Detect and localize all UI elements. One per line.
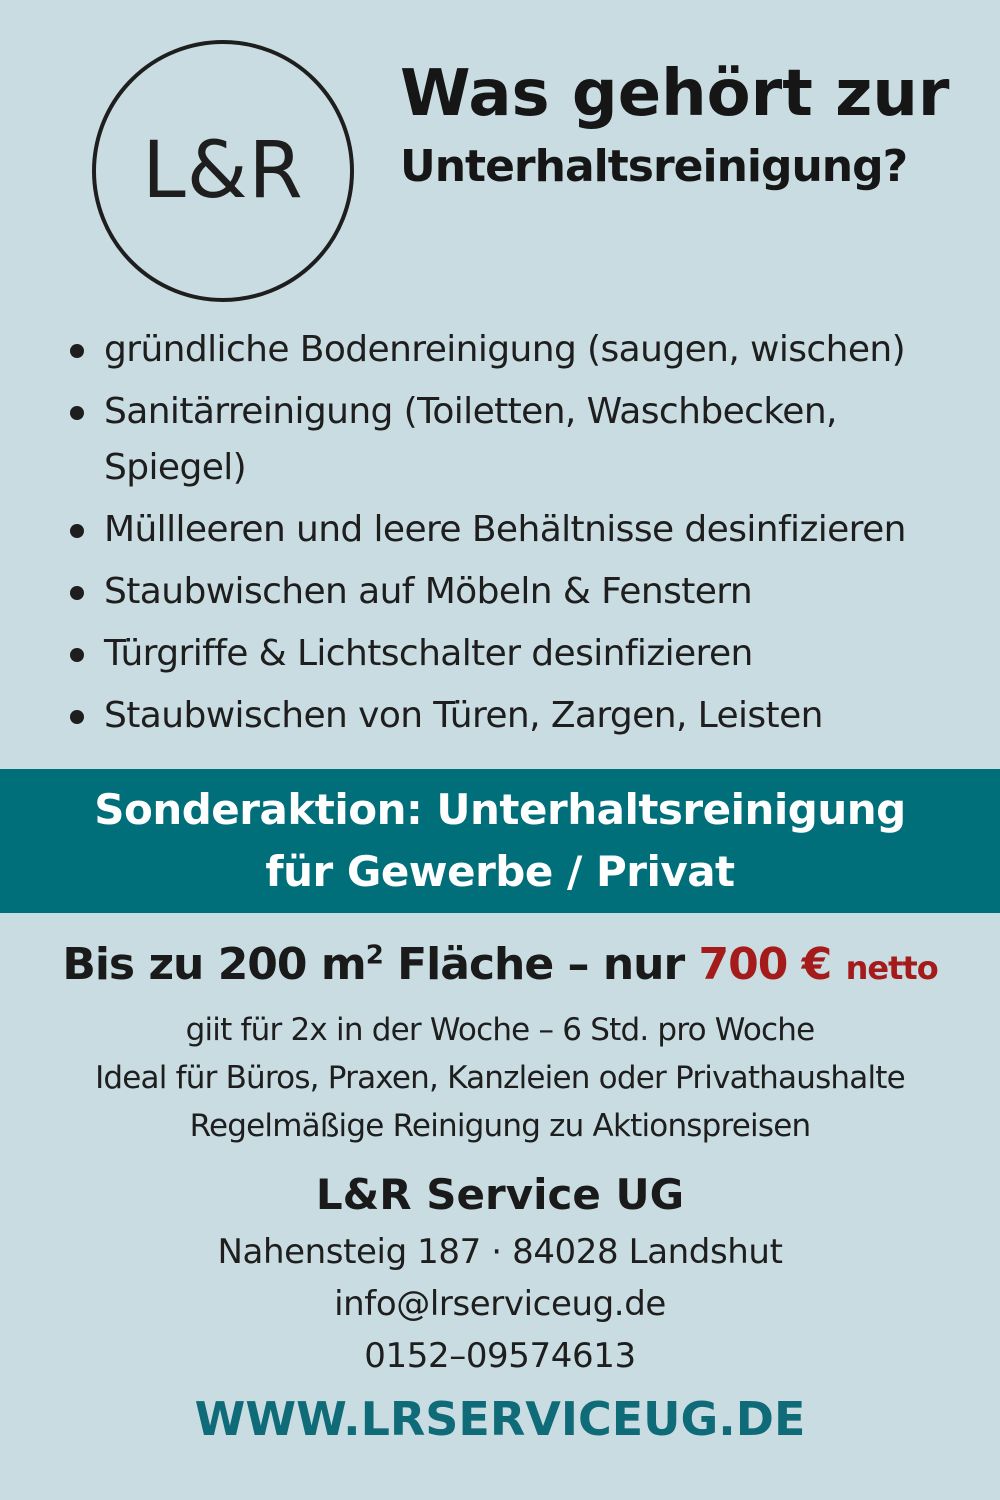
service-item (62, 502, 982, 558)
company-email[interactable]: info@lrserviceug.de (334, 1284, 666, 1324)
headline (400, 52, 980, 198)
bullet-icon (70, 710, 84, 724)
service-item (62, 688, 982, 744)
service-item (62, 626, 982, 682)
service-item-text: Staubwischen von Türen, Zargen, Leisten (104, 695, 823, 736)
bullet-icon (70, 586, 84, 600)
promo-banner (0, 769, 1000, 913)
headline-line-2: Unterhaltsreinigung? (400, 141, 908, 192)
company-address: Nahensteig 187 · 84028 Landshut (217, 1232, 783, 1272)
logo-text: L&R (142, 126, 304, 216)
company-phone[interactable]: 0152–09574613 (364, 1336, 636, 1376)
company-name: L&R Service UG (315, 1170, 685, 1219)
bullet-icon (70, 648, 84, 662)
service-item-text: gründliche Bodenreinigung (saugen, wischen) (104, 329, 906, 370)
offer-line (0, 934, 1000, 999)
service-item-text: Staubwischen auf Möbeln & Fenstern (104, 571, 753, 612)
service-item (62, 384, 982, 496)
company-contact (0, 1164, 1000, 1382)
service-item-text: Sanitärreinigung (Toiletten, Waschbecken, Spiegel) (104, 391, 837, 488)
headline-line-1: Was gehört zur (400, 57, 950, 131)
bullet-icon (70, 344, 84, 358)
detail-line: giit für 2x in der Woche – 6 Std. pro Woche (185, 1012, 815, 1048)
bullet-icon (70, 524, 84, 538)
service-item-text: Türgriffe & Lichtschalter desinfizieren (104, 633, 753, 674)
website-link[interactable]: WWW.LRSERVICEUG.DE (194, 1392, 806, 1446)
promo-banner-line-1: Sonderaktion: Unterhaltsreinigung (94, 785, 906, 834)
services-list (62, 322, 982, 750)
service-item (62, 322, 982, 378)
offer-price: 700 € (698, 939, 832, 990)
detail-line: Regelmäßige Reinigung zu Aktionspreisen (189, 1108, 811, 1144)
service-item (62, 564, 982, 620)
promo-banner-line-2: für Gewerbe / Privat (265, 847, 735, 896)
offer-suffix: netto (845, 949, 938, 987)
detail-line: Ideal für Büros, Praxen, Kanzleien oder Privathaushalte (95, 1060, 905, 1096)
bullet-icon (70, 406, 84, 420)
offer-middle: Fläche – nur (382, 939, 699, 990)
offer-details (0, 1006, 1000, 1150)
offer-prefix: Bis zu 200 m (62, 939, 366, 990)
company-logo (92, 40, 354, 302)
service-item-text: Müllleeren und leere Behältnisse desinfizieren (104, 509, 906, 550)
offer-superscript: 2 (365, 940, 383, 971)
